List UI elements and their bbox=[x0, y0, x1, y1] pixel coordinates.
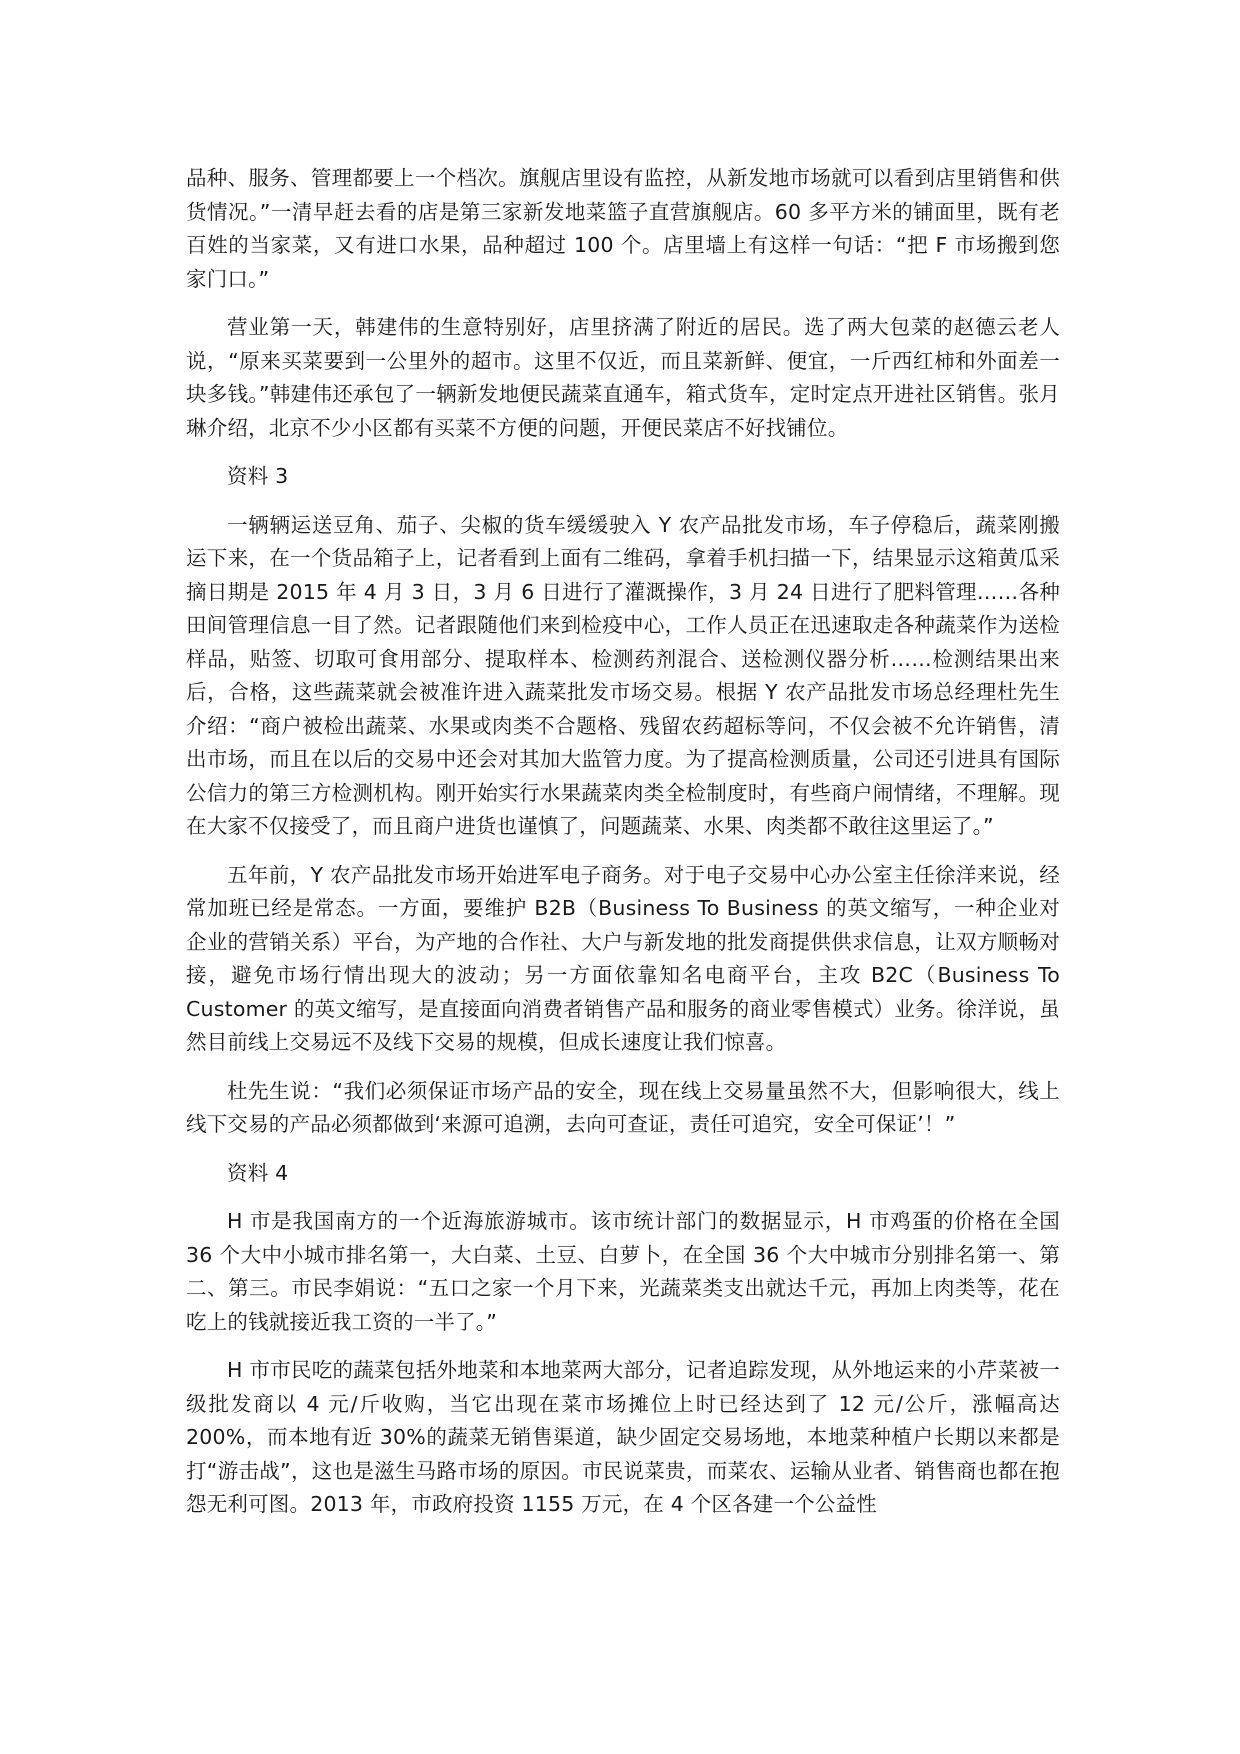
paragraph-vegetable-supply: H 市市民吃的蔬菜包括外地菜和本地菜两大部分，记者追踪发现，从外地运来的小芹菜被一级批发商以 4 元/斤收购，当它出现在菜市场摊位上时已经达到了 12 元/公斤，涨幅高达 200%，而本地有近 30%的蔬菜无销售渠道，缺少固定交易场地，本地菜种植户长期以来都是打“游击战”，这也是滋生马路市场的原因。市民说菜贵，而菜农、运输从业者、销售商也都在抱怨无利可图。2013 年，市政府投资 1155 万元，在 4 个区各建一个公益性 bbox=[186, 1358, 1060, 1516]
paragraph-ecommerce: 五年前，Y 农产品批发市场开始进军电子商务。对于电子交易中心办公室主任徐洋来说，经常加班已经是常态。一方面，要维护 B2B（Business To Business 的英文缩写，一种企业对企业的营销关系）平台，为产地的合作社、大户与新发地的批发商提供供求信息，让双方顺畅对接，避免市场行情出现大的波动；另一方面依靠知名电商平台，主攻 B2C（Business To Customer 的英文缩写，是直接面向消费者销售产品和服务的商业零售模式）业务。徐洋说，虽然目前线上交易远不及线下交易的规模，但成长速度让我们惊喜。 bbox=[186, 862, 1060, 1054]
paragraph-inspection: 一辆辆运送豆角、茄子、尖椒的货车缓缓驶入 Y 农产品批发市场，车子停稳后，蔬菜刚搬运下来，在一个货品箱子上，记者看到上面有二维码，拿着手机扫描一下，结果显示这箱黄瓜采摘日期是 2015 年 4 月 3 日，3 月 6 日进行了灌溉操作，3 月 24 日进行了肥料管理……各种田间管理信息一目了然。记者跟随他们来到检疫中心，工作人员正在迅速取走各种蔬菜作为送检样品，贴签、切取可食用部分、提取样本、检测药剂混合、送检测仪器分析……检测结果出来后，合格，这些蔬菜就会被准许进入蔬菜批发市场交易。根据 Y 农产品批发市场总经理杜先生介绍：“商户被检出蔬菜、水果或肉类不合题格、残留农药超标等问，不仅会被不允许销售，清出市场，而且在以后的交易中还会对其加大监管力度。为了提高检测质量，公司还引进具有国际公信力的第三方检测机构。刚开始实行水果蔬菜肉类全检制度时，有些商户闹情绪，不理解。现在大家不仅接受了，而且商户进货也谨慎了，问题蔬菜、水果、肉类都不敢往这里运了。” bbox=[186, 512, 1060, 838]
section-heading-material-3: 资料 3 bbox=[227, 464, 289, 488]
paragraph-city-prices: H 市是我国南方的一个近海旅游城市。该市统计部门的数据显示，H 市鸡蛋的价格在全国 36 个大中小城市排名第一，大白菜、土豆、白萝卜，在全国 36 个大中城市分别排名第一、第二、第三。市民李娟说：“五口之家一个月下来，光蔬菜类支出就达千元，再加上肉类等，花在吃上的钱就接近我工资的一半了。” bbox=[186, 1209, 1060, 1334]
section-heading-material-4: 资料 4 bbox=[227, 1160, 289, 1185]
paragraph-quote-safety: 杜先生说：“我们必须保证市场产品的安全，现在线上交易量虽然不大，但影响很大，线上线下交易的产品必须都做到‘来源可追溯，去向可查证，责任可追究，安全可保证’！” bbox=[186, 1078, 1060, 1136]
paragraph-continuation: 品种、服务、管理都要上一个档次。旗舰店里设有监控，从新发地市场就可以看到店里销售和供货情况。”一清早赶去看的店是第三家新发地菜篮子直营旗舰店。60 多平方米的铺面里，既有老百姓的当家菜，又有进口水果，品种超过 100 个。店里墙上有这样一句话：“把 F 市场搬到您家门口。” bbox=[186, 166, 1060, 291]
paragraph-opening-day: 营业第一天，韩建伟的生意特别好，店里挤满了附近的居民。选了两大包菜的赵德云老人说，“原来买菜要到一公里外的超市。这里不仅近，而且菜新鲜、便宜，一斤西红柿和外面差一块多钱。”韩建伟还承包了一辆新发地便民蔬菜直通车，箱式货车，定时定点开进社区销售。张月琳介绍，北京不少小区都有买菜不方便的问题，开便民菜店不好找铺位。 bbox=[186, 315, 1060, 440]
